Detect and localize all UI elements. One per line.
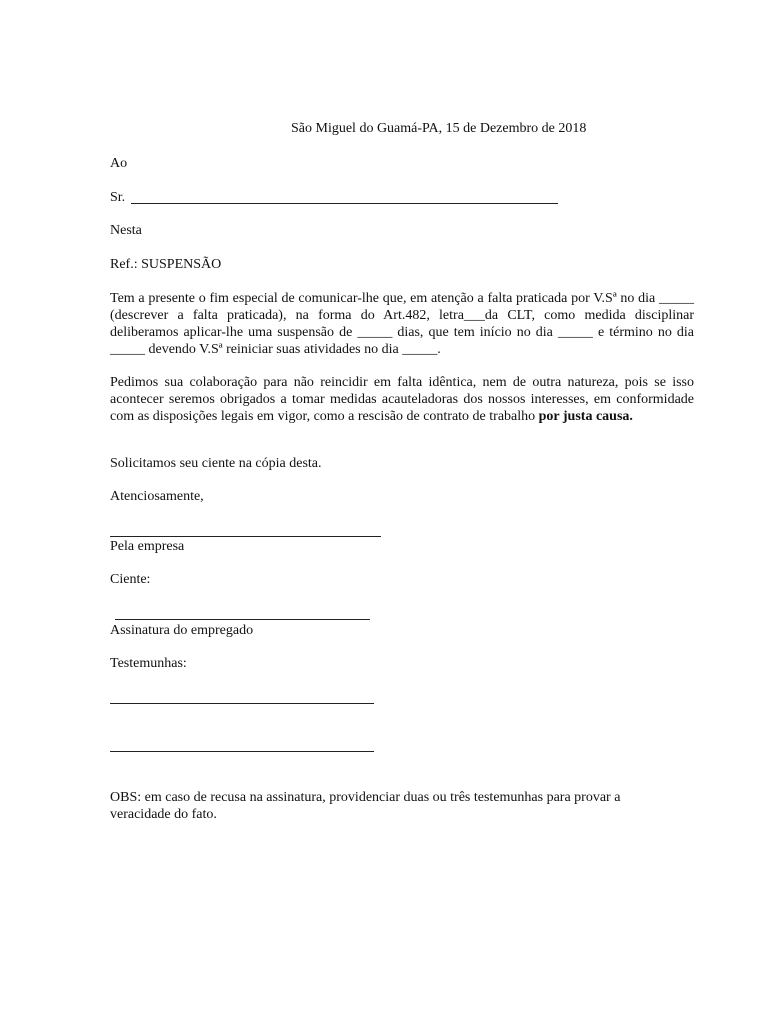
employee-signature-label: Assinatura do empregado [110,623,254,638]
reference-line: Ref.: SUSPENSÃO [110,257,222,272]
nesta-label: Nesta [110,223,142,238]
request-line: Solicitamos seu ciente na cópia desta. [110,456,322,471]
obs-line-1: OBS: em caso de recusa na assinatura, providenciar duas ou três testemunhas para provar a [110,790,621,805]
to-label: Ao [110,156,128,171]
witness-2-signature-line [110,751,374,752]
closing-line: Atenciosamente, [110,489,204,504]
employee-signature-line [115,619,370,620]
date-line: São Miguel do Guamá-PA, 15 de Dezembro de 2018 [291,121,587,136]
paragraph-1: Tem a presente o fim especial de comunicar-lhe que, em atenção a falta praticada por V.Sª no dia _____ (descrever a falta praticada), na forma do Art.482, letra___da CLT, como medida disciplinar deliberamos aplicar-lhe uma suspensão de _____ dias, que tem início no dia _____ e término no dia _____ devendo V.Sª reiniciar suas atividades no dia _____. [110,291,694,357]
company-label: Pela empresa [110,539,185,554]
witnesses-label: Testemunhas: [110,656,187,671]
recipient-name-line [131,203,558,204]
witness-1-signature-line [110,703,374,704]
paragraph-2-bold: por justa causa. [538,409,633,424]
paragraph-2 [110,374,694,425]
obs-line-2: veracidade do fato. [110,807,217,822]
aware-label: Ciente: [110,572,151,587]
company-signature-line [110,536,381,537]
paragraph-2-text: Pedimos sua colaboração para não reincidir em falta idêntica, nem de outra natureza, pois se isso acontecer seremos obrigados a tomar medidas acauteladoras dos nossos interesses, em conformidade com as disposições legais em vigor, como a rescisão de contrato de trabalho [110,375,694,424]
recipient-prefix: Sr. [110,190,126,205]
